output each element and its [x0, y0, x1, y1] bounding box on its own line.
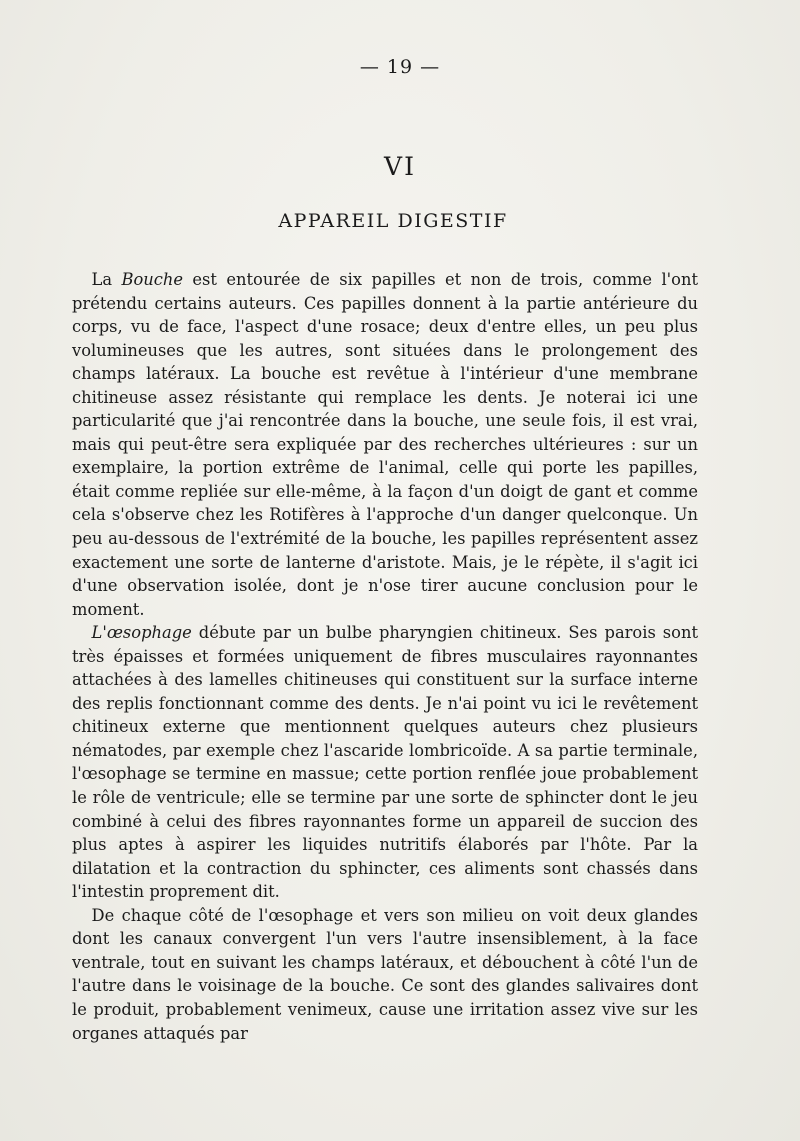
term-bouche: Bouche [121, 270, 183, 289]
paragraph-lead: La [91, 270, 122, 289]
page-number: — 19 — [359, 56, 441, 78]
term-oesophage: L'œsophage [91, 623, 192, 643]
paragraph-text: De chaque côté de l'œsophage et vers son milieu on voit deux glandes dont les canaux convergent l'un vers l'autre insensiblement, à la face ventrale, tout en suivant les champs latéraux, et débouchent à côté l'un de l'autre dans le voisinage de la bouche. Ce sont des glandes salivaires dont le produit, probablement venimeux, cause une irritation assez vive sur les organes attaqués par [72, 905, 698, 1043]
body-text [72, 268, 698, 1045]
paragraph-glandes [72, 904, 698, 1045]
paragraph-text: est entourée de six papilles et non de trois, comme l'ont prétendu certains auteurs. Ces papilles donnent à la partie antérieure du corps, vu de face, l'aspect d'une rosace; deux d'entre elles, un peu plus volumineuses que les autres, sont situées dans le prolongement des champs latéraux. La bouche est revêtue à l'intérieur d'une membrane chitineuse assez résistante qui remplace les dents. Je noterai ici une particularité que j'ai rencontrée dans la bouche, une seule fois, il est vrai, mais qui peut-être sera expliquée par des recherches ultérieures : sur un exemplaire, la portion extrême de l'animal, celle qui porte les papilles, était comme repliée sur elle-même, à la façon d'un doigt de gant et comme cela s'observe chez les Rotifères à l'approche d'un danger quelconque. Un peu au-dessous de l'extrémité de la bouche, les papilles représentent assez exactement une sorte de lanterne d'aristote. Mais, je le répète, il s'agit ici d'une observation isolée, dont je n'ose tirer aucune conclusion pour le moment. [72, 270, 698, 619]
paragraph-bouche [72, 268, 698, 621]
chapter-number: VI [384, 152, 416, 181]
paragraph-text: débute par un bulbe pharyngien chitineux. Ses parois sont très épaisses et formées uniquement de fibres musculaires rayonnantes attachées à des lamelles chitineuses qui constituent sur la surface interne des replis fonctionnant comme des dents. Je n'ai point vu ici le revêtement chitineux externe que mentionnent quelques auteurs chez plusieurs nématodes, par exemple chez l'ascaride lombricoïde. A sa partie terminale, l'œsophage se termine en massue; cette portion renflée joue probablement le rôle de ventricule; elle se termine par une sorte de sphincter dont le jeu combiné à celui des fibres rayonnantes forme un appareil de succion des plus aptes à aspirer les liquides nutritifs élaborés par l'hôte. Par la dilatation et la contraction du sphincter, ces aliments sont chassés dans l'intestin proprement dit. [72, 623, 698, 902]
paragraph-oesophage [72, 621, 698, 904]
chapter-title: APPAREIL DIGESTIF [278, 210, 508, 232]
